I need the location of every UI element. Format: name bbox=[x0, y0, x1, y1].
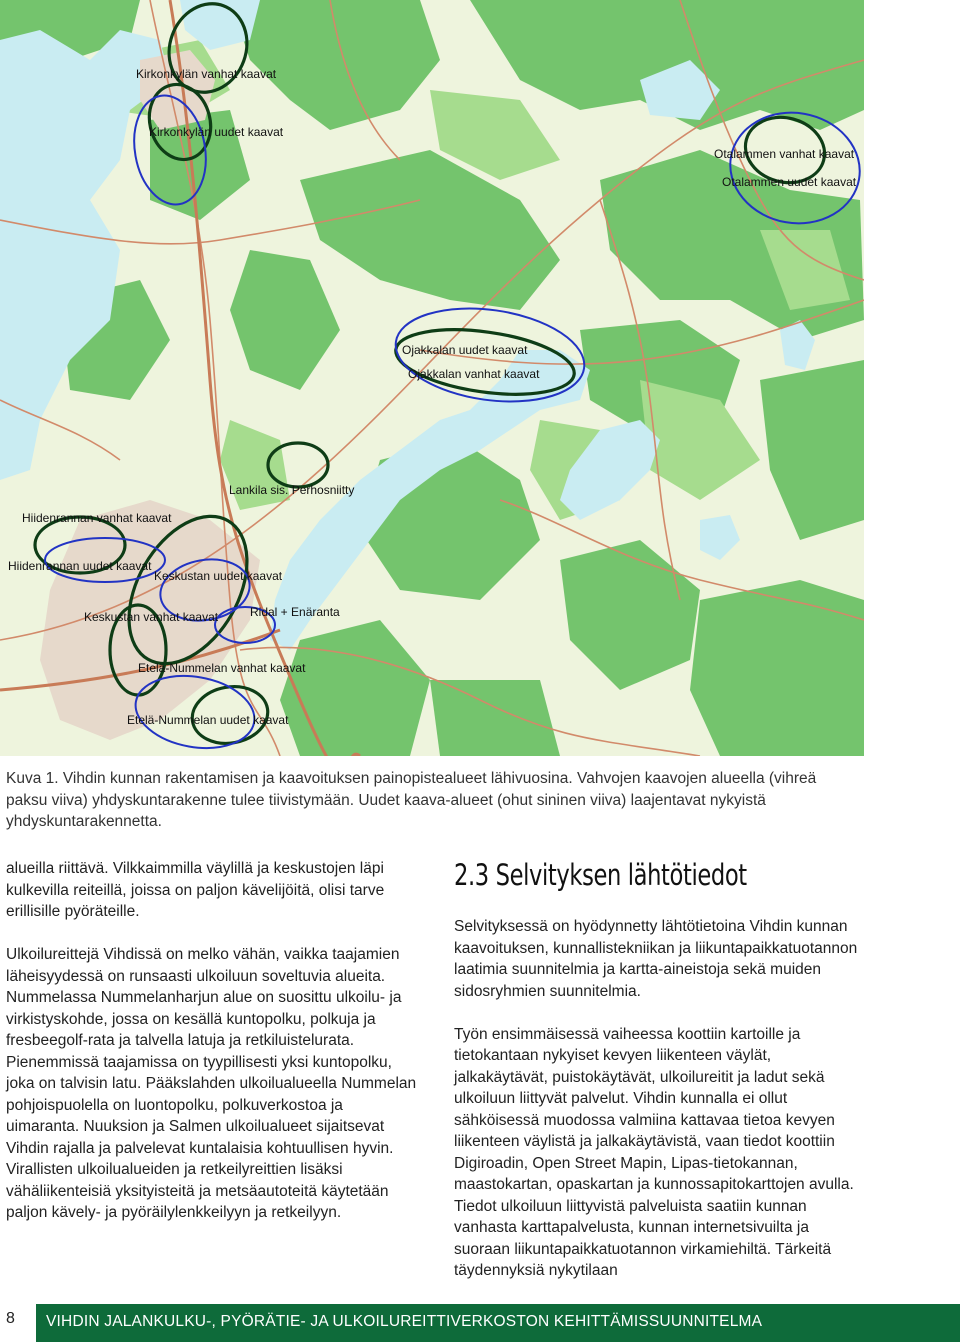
left-column bbox=[6, 858, 418, 1245]
map-label: Keskustan uudet kaavat bbox=[154, 569, 283, 583]
map-label: Otalammen vanhat kaavat bbox=[714, 147, 855, 161]
map-label: Lankila sis. Perhosniitty bbox=[229, 483, 355, 497]
map-label: Etelä-Nummelan uudet kaavat bbox=[127, 713, 289, 727]
map-label: Kirkonkylän vanhat kaavat bbox=[136, 67, 277, 81]
footer-bar bbox=[36, 1304, 960, 1342]
section-heading: 2.3 Selvityksen lähtötiedot bbox=[454, 858, 747, 892]
map-label: Ojakkalan vanhat kaavat bbox=[408, 367, 540, 381]
paragraph: Ulkoilureittejä Vihdissä on melko vähän, vaikka taajamien läheisyydessä on runsaasti ulkoiluun soveltuvia alueita. Nummelassa Nummelanharjun alue on suosittu ulkoilu- ja virkistyskohde, jossa on kesällä kuntopolku, polkuja ja fresbeegolf-rata ja talvella latuja ja retkiluistelurata. Pienemmissä taajamissa on tyypillisesti yksi kuntopolku, joka on talvisin latu. Pääkslahden ulkoilualueella Nummelan pohjoispuolella on luontopolku, polkuverkostoa ja uimaranta. Nuuksion ja Salmen ulkoilualueet sijaitsevat Vihdin rajalla ja palvelevat kuntalaisia kohtuullisen hyvin. Virallisten ulkoilualueiden ja retkeilyreittien lisäksi vähäliikenteisiä yksityisteitä ja metsäautoteitä käytetään paljon kävely- ja pyöräilylenkkeilyyn ja retkeilyyn. bbox=[6, 946, 417, 1221]
paragraph: Selvityksessä on hyödynnetty lähtötietoina Vihdin kunnan kaavoituksen, kunnallistekniikan ja liikuntapaikkatuotannon laatimia suunnitelmia ja kartta-aineistoja sekä muiden sidosryhmien suunnitelmia. bbox=[454, 918, 858, 1000]
map-label: Kirkonkylän uudet kaavat bbox=[149, 125, 284, 139]
footer-title: VIHDIN JALANKULKU-, PYÖRÄTIE- JA ULKOILUREITTIVERKOSTON KEHITTÄMISSUUNNITELMA bbox=[46, 1313, 763, 1330]
map-label: Ojakkalan uudet kaavat bbox=[402, 343, 528, 357]
map-label: Otalammen uudet kaavat bbox=[722, 175, 857, 189]
map-label: Hiidenrannan vanhat kaavat bbox=[22, 511, 172, 525]
paragraph: alueilla riittävä. Vilkkaimmilla väylillä ja keskustojen läpi kulkevilla reiteillä, joissa on paljon kävelijöitä, olisi tarve erillisille pyöräteille. bbox=[6, 860, 385, 920]
map-label: Hiidenrannan uudet kaavat bbox=[8, 559, 152, 573]
map-label: Ridal + Enäranta bbox=[250, 605, 340, 619]
right-column bbox=[454, 858, 862, 1303]
paragraph: Työn ensimmäisessä vaiheessa koottiin kartoille ja tietokantaan nykyiset kevyen liikenteen väylät, jalkakäytävät, puistokäytävät, ulkoilureitit ja ladut sekä ulkoiluun liittyvät palvelut. Vihdin kunnalla ei ollut sähköisessä muodossa valmiina kattavaa tietoa kevyen liikenteen väylistä ja jalkakäytävistä, vaan tiedot koottiin Digiroadin, Open Street Mapin, Lipas-tietokannan, maastokartan, opaskartan ja kunnossapitokarttojen avulla. Tiedot ulkoiluun liittyvistä palveluista saatiin kunnan vanhasta karttapalvelusta, kunnan internetsivuilta ja suoraan liikuntapaikkatuotannon virkamiehiltä. Tärkeitä täydennyksiä nykytilaan bbox=[454, 1025, 854, 1279]
page-number: 8 bbox=[6, 1310, 15, 1327]
figure-caption: Kuva 1. Vihdin kunnan rakentamisen ja kaavoituksen painopistealueet lähivuosina. Vahvojen kaavojen alueella (vihreä paksu viiva) yhdyskuntarakenne tulee tiivistymään. Uudet kaava-alueet (ohut sininen viiva) laajentavat nykyistä yhdyskuntarakennetta. bbox=[6, 770, 817, 830]
map-label: Etelä-Nummelan vanhat kaavat bbox=[138, 661, 306, 675]
map-label: Keskustan vanhat kaavat bbox=[84, 610, 219, 624]
